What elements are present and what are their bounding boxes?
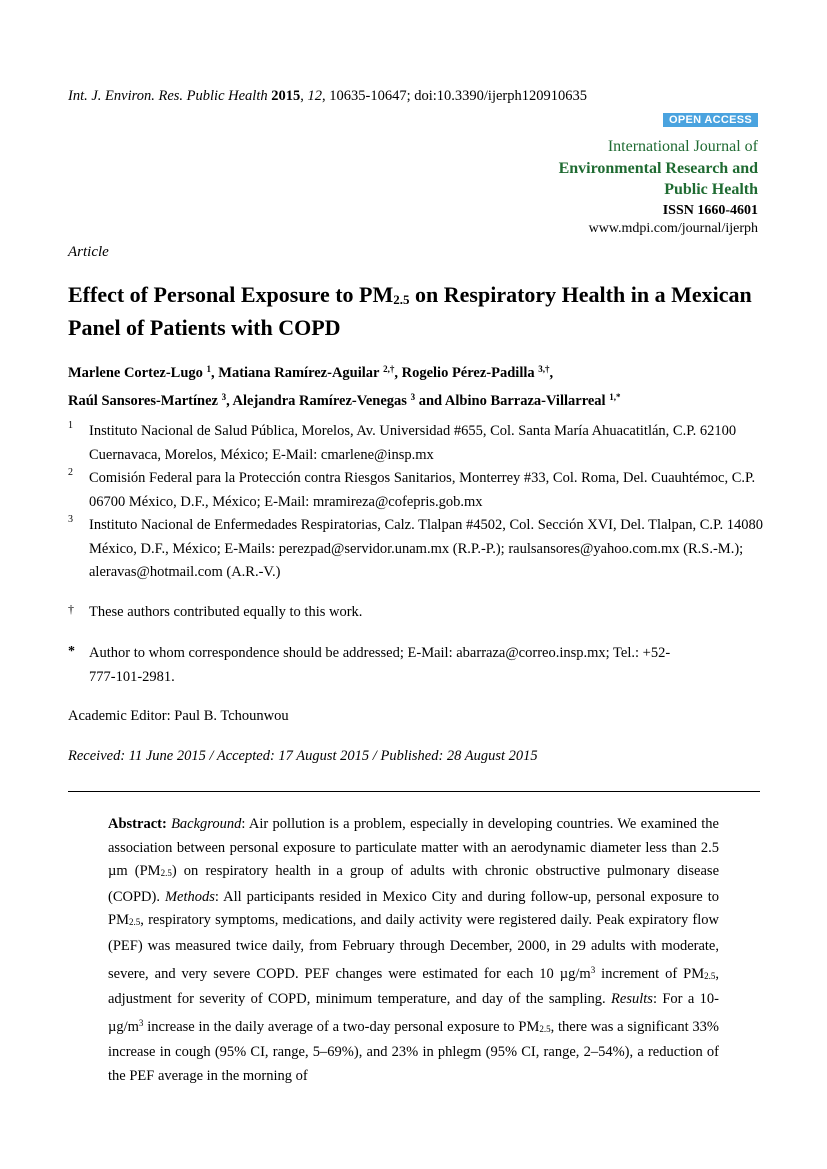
journal-name-line2: Environmental Research and	[558, 160, 758, 177]
paper-title: Effect of Personal Exposure to $PM_{2.5}$ on Respiratory Health in a Mexican Panel of Patients with COPD	[68, 282, 752, 340]
abstract: Abstract: Background: Air pollution is a problem, especially in developing countries. We examined the association between personal exposure to particulate matter with an aerodynamic diameter less than 2.5 µm $(PM_{2.5})$ on respiratory health in a group of adults with chronic obstructive pulmonary disease (COPD). Methods: All participants resided in Mexico City and during follow-up, personal exposure to $PM_{2.5}$, respiratory symptoms, medications, and daily activity were registered daily. Peak expiratory flow (PEF) was measured twice daily, from February through December, 2000, in 29 adults with moderate, severe, and very severe COPD. PEF changes were estimated for each 10 $\mu g/m^3$ increment of $PM_{2.5}$, adjustment for severity of COPD, minimum temperature, and day of the sampling. Results: For a $10-\mu g/m^3$ increase in the daily average of a two-day personal exposure to $PM_{2.5}$, there was a significant 33% increase in cough (95% CI, range, 5–69%), and 23% in phlegm (95% CI, range, 2–54%), a reduction of the PEF average in the morning of	[108, 816, 720, 1084]
citation-line: Int. J. Environ. Res. Public Health 2015, 12, 10635-10647; doi:10.3390/ijerph120910635	[68, 88, 587, 104]
dagger-symbol: †	[68, 602, 74, 616]
author: Albino Barraza-Villarreal	[444, 393, 606, 409]
affiliation-1: Instituto Nacional de Salud Pública, Morelos, Av. Universidad #655, Col. Santa María Ahuacatitlán, C.P. 62100 Cuernavaca, Morelos, México; E-Mail: cmarlene@insp.mx	[89, 423, 737, 463]
affiliation-2: Comisión Federal para la Protección contra Riesgos Sanitarios, Monterrey #33, Col. Roma, Del. Cuauhtémoc, C.P. 06700 México, D.F., México; E-Mail: mramireza@cofepris.gob.mx	[89, 470, 756, 510]
equal-contribution-note: These authors contributed equally to this work.	[89, 604, 363, 620]
author: Marlene Cortez-Lugo	[68, 365, 203, 381]
author-list: Marlene Cortez-Lugo $^1$, Matiana Ramírez-Aguilar $^{2,\dagger}$, Rogelio Pérez-Padilla $^{3,\dagger}$, Raúl Sansores-Martínez $^3$, Alejandra Ramírez-Venegas $^3$ and Albino Barraza-Villarreal $^{1,*}$	[68, 364, 621, 409]
affiliation-number: 1	[68, 420, 73, 431]
author: Alejandra Ramírez-Venegas	[232, 393, 407, 409]
citation-pages-doi: , 10635-10647; doi:10.3390/ijerph120910635	[321, 88, 587, 104]
citation-volume: 12	[307, 88, 322, 104]
author: Matiana Ramírez-Aguilar	[218, 365, 380, 381]
journal-abbrev: Int. J. Environ. Res. Public Health	[68, 88, 268, 104]
article-type: Article	[68, 244, 109, 260]
correspondence-note: Author to whom correspondence should be addressed; E-Mail: abarraza@correo.insp.mx; Tel.: +52-777-101-2981.	[89, 645, 671, 685]
affiliation-number: 2	[68, 467, 73, 478]
publication-dates: Received: 11 June 2015 / Accepted: 17 August 2015 / Published: 28 August 2015	[68, 748, 538, 764]
academic-editor: Academic Editor: Paul B. Tchounwou	[68, 708, 289, 724]
journal-url[interactable]: www.mdpi.com/journal/ijerph	[588, 221, 758, 236]
author: Raúl Sansores-Martínez	[68, 393, 218, 409]
citation-year: 2015	[271, 88, 301, 104]
journal-issn: ISSN 1660-4601	[662, 203, 758, 218]
journal-name-line1: International Journal of	[607, 138, 758, 155]
journal-name-line3: Public Health	[664, 181, 758, 198]
open-access-badge: OPEN ACCESS	[663, 113, 758, 127]
star-symbol: *	[68, 644, 75, 659]
affiliation-3: Instituto Nacional de Enfermedades Respiratorias, Calz. Tlalpan #4502, Col. Sección XVI, Del. Tlalpan, C.P. 14080 México, D.F., México; E-Mails: perezpad@servidor.unam.mx (R.P.-P.); raulsansores@yahoo.com.mx (R.S.-M.); aleravas@hotmail.com (A.R.-V.)	[89, 517, 763, 580]
affiliation-number: 3	[68, 514, 73, 525]
author: Rogelio Pérez-Padilla	[401, 365, 535, 381]
divider	[68, 791, 760, 792]
